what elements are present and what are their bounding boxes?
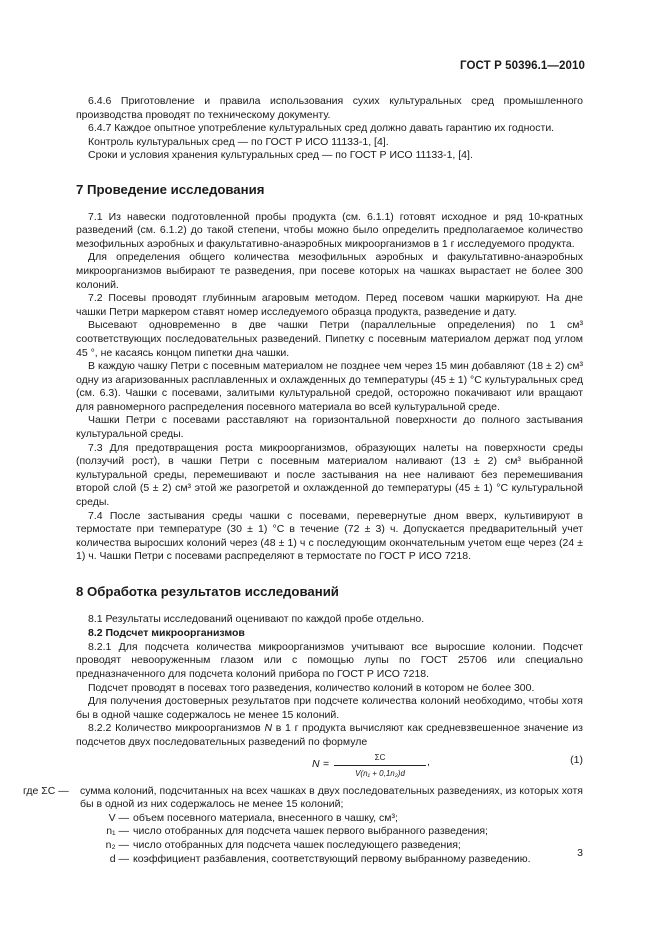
paragraph-7-1: 7.1 Из навески подготовленной пробы продукта (см. 6.1.1) готовят исходное и ряд 10-кратных разведений (см. 6.1.2) до такой степени, чтобы можно было определить предполагаемое количество мезофильных аэробных и факультативно-анаэробных микроорганизмов в 1 г исследуемого продукта. xyxy=(76,210,583,250)
paragraph-8-2-1c: Для получения достоверных результатов при подсчете количества колоний необходимо, чтобы хотя бы в одной чашке содержалось не менее 15 колоний. xyxy=(76,695,583,721)
definition-text: сумма колоний, подсчитанных на всех чашках в двух последовательных разведениях, из которых хотя бы в одной из них содержалось не менее 15 колоний; xyxy=(80,784,583,811)
paragraph-7-1b: Для определения общего количества мезофильных аэробных и факультативно-анаэробных микроорганизмов выбирают те разведения, при посеве которых на чашках вырастает не более 300 колоний. xyxy=(76,251,583,291)
definition-item xyxy=(23,784,583,812)
definition-item xyxy=(76,825,583,839)
paragraph-7-2c: В каждую чашку Петри с посевным материалом не позднее чем через 15 мин добавляют (18 ± 2) см³ одну из агаризованных расплавленных и охлажденных до температуры (45 ± 1) °С культуральных сред (см. 6.3). Чашки с посевами, залитыми культуральной средой, осторожно покачивают или вращают для равномерного распределения посевного материала во всей культуральной среде. xyxy=(76,360,583,413)
formula-fraction xyxy=(334,751,426,781)
section-7-title: 7 Проведение исследования xyxy=(76,181,265,197)
formula-number: (1) xyxy=(570,753,583,766)
paragraph-6-4-7: 6.4.7 Каждое опытное употребление культуральных сред должно давать гарантию их годности. xyxy=(88,122,555,135)
paragraph-7-2d: Чашки Петри с посевами расставляют на горизонтальной поверхности до полного застывания культуральной среды. xyxy=(76,414,583,441)
subsection-8-2-title: 8.2 Подсчет микроорганизмов xyxy=(88,627,245,640)
definition-text: коэффициент разбавления, соответствующий первому выбранному разведению. xyxy=(133,852,531,865)
definition-text: объем посевного материала, внесенного в чашку, см³; xyxy=(133,811,398,824)
paragraph-7-3: 7.3 Для предотвращения роста микроорганизмов, образующих налеты на поверхности среды (ползучий рост), в чашки Петри с посевным материалом наливают (13 ± 2) см³ выбранной культуральной среды, перемешивают и после застывания на нее наливают без перемешивания второй слой (5 ± 2) см³ этой же разогретой и охлажденной до температуры (45 ± 1) °С культуральной среды. xyxy=(76,441,583,509)
definition-symbol: d — xyxy=(109,852,129,865)
formula-1 xyxy=(76,751,583,781)
definition-symbol: n₁ — xyxy=(106,825,129,838)
paragraph-7-2: 7.2 Посевы проводят глубинным агаровым методом. Перед посевом чашки маркируют. На дне чашки Петри маркером ставят номер исследуемого образца продукта, разведение и дату. xyxy=(76,292,583,318)
definition-item xyxy=(76,853,583,867)
formula-numerator: ΣC xyxy=(334,751,426,767)
section-8-title: 8 Обработка результатов исследований xyxy=(76,584,339,599)
paragraph-8-2-2 xyxy=(76,722,583,749)
page-number: 3 xyxy=(577,847,583,859)
p822-post: в 1 г продукта вычисляют как средневзвешенное значение из подсчетов двух последовательных разведений по формуле xyxy=(76,722,583,748)
definition-text: число отобранных для подсчета чашек первого выбранного разведения; xyxy=(133,825,488,838)
standard-header: ГОСТ Р 50396.1—2010 xyxy=(460,60,585,72)
formula-lhs: N xyxy=(312,757,320,770)
paragraph-storage: Сроки и условия хранения культуральных сред — по ГОСТ Р ИСО 11133-1, [4]. xyxy=(88,149,473,162)
paragraph-6-4-6: 6.4.6 Приготовление и правила использования сухих культуральных сред промышленного производства проводят по техническому документу. xyxy=(76,95,583,121)
paragraph-control: Контроль культуральных сред — по ГОСТ Р ИСО 11133-1, [4]. xyxy=(88,135,389,148)
formula-trail: , xyxy=(427,755,430,768)
paragraph-7-4: 7.4 После застывания среды чашки с посевами, перевернутые дном вверх, культивируют в термостате при температуре (30 ± 1) °С в течение (72 ± 3) ч. Допускается предварительный учет количества выросших колоний через (48 ± 1) ч с последующим окончательным учетом еще через (24 ± 1) ч. Чашки Петри с посевами распределяют в термостате по ГОСТ Р ИСО 7218. xyxy=(76,509,583,563)
definitions-list xyxy=(23,784,583,867)
formula-equals: = xyxy=(323,757,330,770)
definition-symbol: n₂ — xyxy=(105,838,129,851)
paragraph-7-2b: Высевают одновременно в две чашки Петри (параллельные определения) по 1 см³ соответствующих последовательных разведений. Пипетку с посевным материалом держат под углом 45 °, не касаясь концом пипетки дна чашки. xyxy=(76,319,583,359)
definition-item xyxy=(76,812,583,826)
definition-item xyxy=(76,839,583,853)
paragraph-8-2-1: 8.2.1 Для подсчета количества микроорганизмов учитывают все выросшие колонии. Подсчет проводят невооруженным глазом или с помощью лупы по ГОСТ 25706 или специально предназначенного для подсчета колоний прибора по ГОСТ Р ИСО 7218. xyxy=(76,640,583,680)
definition-text: число отобранных для подсчета чашек последующего разведения; xyxy=(133,838,461,851)
p822-var: N xyxy=(264,722,273,735)
document-body xyxy=(23,95,583,866)
definition-symbol: V — xyxy=(108,811,129,824)
paragraph-8-1: 8.1 Результаты исследований оценивают по каждой пробе отдельно. xyxy=(88,612,425,625)
formula-denominator: V(n₁ + 0,1n₂)d xyxy=(355,769,405,779)
definition-symbol: где ΣC — xyxy=(23,784,69,797)
paragraph-8-2-1b: Подсчет проводят в посевах того разведения, количество колоний в котором не более 300. xyxy=(88,681,535,694)
p822-pre: 8.2.2 Количество микроорганизмов xyxy=(88,722,265,735)
